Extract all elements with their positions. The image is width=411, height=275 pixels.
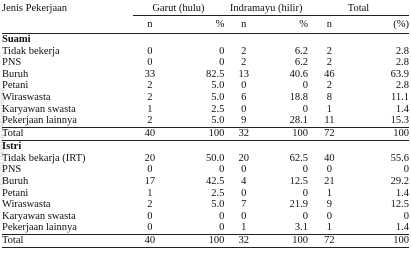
table-row-label: Pekerjaan lainnya — [2, 222, 77, 234]
total-row — [2, 127, 409, 140]
table-row-indramayu-n: 0 — [241, 164, 247, 176]
table-row-indramayu-n: 0 — [241, 80, 247, 92]
header-blank — [2, 15, 133, 33]
table-row-garut-n: 1 — [147, 103, 153, 115]
table-row-garut-pct: 50.0 — [205, 152, 225, 164]
table-row-total-pct: 2.8 — [395, 45, 409, 57]
table-row-indramayu-pct: 21.9 — [289, 199, 308, 211]
subheader-garut-pct: % — [167, 15, 224, 33]
header-total: Total — [308, 3, 409, 15]
table-row-garut-pct: 0 — [219, 210, 225, 222]
table-row — [2, 69, 409, 81]
table-row-indramayu-pct: 28.1 — [289, 115, 308, 127]
table-row-label: Buruh — [2, 68, 29, 80]
total-row-garut-n: 40 — [133, 127, 168, 140]
table-row-total-n: 46 — [324, 68, 335, 80]
table-row-total-n: 1 — [326, 222, 333, 234]
table-row-total-pct: 0 — [403, 164, 409, 176]
total-row-label: Total — [2, 234, 133, 247]
table-row-garut-n: 2 — [147, 80, 153, 92]
table-row-label: Wiraswasta — [2, 91, 51, 103]
table-row-garut-pct: 2.5 — [211, 187, 225, 199]
occupation-table — [2, 3, 409, 248]
table-row — [2, 176, 409, 188]
table-row — [2, 57, 409, 69]
total-row-total-n: 72 — [308, 127, 351, 140]
table-row-garut-n: 0 — [147, 210, 153, 222]
table-row-indramayu-pct: 6.2 — [294, 57, 308, 69]
table-row-indramayu-pct: 12.5 — [289, 175, 308, 187]
section-title-garut-n — [133, 33, 168, 46]
table-row-indramayu-pct: 3.1 — [294, 222, 308, 234]
table-row-indramayu-pct: 0 — [302, 187, 308, 199]
table-row-indramayu-n: 0 — [241, 187, 247, 199]
table-row-total-n: 40 — [324, 152, 335, 164]
section-title-label: Istri — [2, 140, 22, 152]
table-row-total-pct: 0 — [403, 210, 409, 222]
table-row — [2, 46, 409, 58]
table-row-indramayu-pct: 18.8 — [289, 91, 308, 103]
table-row-indramayu-n: 0 — [241, 103, 247, 115]
total-row-garut-pct: 100 — [167, 234, 224, 247]
table-row-garut-pct: 0 — [219, 222, 225, 234]
table-row-total-pct: 12.5 — [390, 199, 409, 211]
table-row-garut-pct: 0 — [219, 164, 225, 176]
table-row-garut-n: 1 — [147, 187, 153, 199]
table-row-indramayu-n: 4 — [241, 175, 247, 187]
total-row-total-pct: 100 — [351, 127, 409, 140]
total-row — [2, 234, 409, 247]
table-row-total-pct: 1.4 — [395, 222, 409, 234]
table-row-garut-n: 33 — [144, 68, 156, 80]
table-row-label: Petani — [2, 80, 29, 92]
total-row-garut-n: 40 — [133, 234, 168, 247]
header-garut: Garut (hulu) — [133, 3, 225, 15]
table-row — [2, 153, 409, 165]
table-row-garut-n: 2 — [147, 91, 153, 103]
table-row-total-n: 2 — [326, 45, 333, 57]
table-row-indramayu-n: 2 — [241, 45, 247, 57]
table-row-garut-n: 20 — [144, 152, 156, 164]
table-row-garut-n: 2 — [147, 199, 153, 211]
table-row-garut-pct: 5.0 — [211, 199, 225, 211]
table-row-total-n: 8 — [326, 91, 333, 103]
table-row-total-pct: 1.4 — [395, 187, 409, 199]
table-row — [2, 211, 409, 223]
table-row-garut-n: 0 — [147, 164, 153, 176]
table-row-garut-n: 0 — [147, 222, 153, 234]
header-occupation: Jenis Pekerjaan — [2, 3, 68, 14]
table-row-label: PNS — [2, 164, 22, 176]
table-row-total-n: 2 — [326, 80, 333, 92]
table-row-total-n: 1 — [326, 103, 333, 115]
total-row-indramayu-n: 32 — [224, 234, 263, 247]
table-row-total-n: 11 — [324, 115, 335, 127]
section-title-indramayu-pct — [263, 33, 308, 46]
table-row-indramayu-n: 1 — [241, 222, 247, 234]
subheader-total-n: n — [308, 15, 351, 33]
table-row-label: Buruh — [2, 175, 29, 187]
table-row-garut-pct: 0 — [219, 57, 225, 69]
section-title-total-pct — [351, 140, 409, 153]
table-row-garut-pct: 42.5 — [205, 175, 225, 187]
table-row-total-n: 0 — [326, 164, 333, 176]
table-row-total-pct: 63.9 — [390, 68, 409, 80]
table-row — [2, 80, 409, 92]
section-title-total-n — [308, 140, 351, 153]
table-row — [2, 199, 409, 211]
table-row-garut-pct: 2.5 — [211, 103, 225, 115]
table-row-label: Pekerjaan lainnya — [2, 115, 77, 127]
table-row-total-n: 2 — [326, 57, 333, 69]
table-row-indramayu-pct: 0 — [302, 164, 308, 176]
section-title-total-n — [308, 33, 351, 46]
table-row-garut-pct: 5.0 — [211, 115, 225, 127]
table-row — [2, 104, 409, 116]
table-body — [2, 33, 409, 247]
table-row-indramayu-n: 2 — [241, 57, 247, 69]
table-row-indramayu-pct: 6.2 — [294, 45, 308, 57]
table-row-label: Petani — [2, 187, 29, 199]
section-title-total-pct — [351, 33, 409, 46]
table-row-label: Tidak bekarja (IRT) — [2, 152, 86, 164]
table-row-indramayu-n: 9 — [241, 115, 247, 127]
table-row-total-pct: 29.2 — [390, 175, 409, 187]
table-row-indramayu-n: 20 — [238, 152, 249, 164]
table-row — [2, 164, 409, 176]
header-indramayu: Indramayu (hilir) — [224, 3, 308, 15]
section-title-indramayu-pct — [263, 140, 308, 153]
table-row-total-pct: 15.3 — [390, 115, 409, 127]
subheader-garut-n: n — [133, 15, 168, 33]
table-row — [2, 115, 409, 127]
total-row-indramayu-pct: 100 — [263, 234, 308, 247]
table-row-indramayu-pct: 40.6 — [289, 68, 308, 80]
subheader-indramayu-n: n — [224, 15, 263, 33]
section-title-garut-n — [133, 140, 168, 153]
side-watermark: Hak Cipta Dilindungi Undang-Undang — [0, 87, 6, 188]
table-row-indramayu-n: 6 — [241, 91, 247, 103]
table-row — [2, 92, 409, 104]
section-title-garut-pct — [167, 140, 224, 153]
table-row-label: Karyawan swasta — [2, 210, 76, 222]
section-title-indramayu-n — [224, 140, 263, 153]
section-title — [2, 140, 409, 153]
table-row-total-pct: 11.1 — [391, 91, 409, 103]
table-row-garut-n: 17 — [144, 175, 156, 187]
table-row-total-pct: 1.4 — [395, 103, 409, 115]
table-row-indramayu-n: 7 — [241, 199, 247, 211]
table-row — [2, 222, 409, 234]
total-row-indramayu-pct: 100 — [263, 127, 308, 140]
total-row-total-pct: 100 — [351, 234, 409, 247]
table-row-total-n: 9 — [326, 199, 333, 211]
table-row-garut-pct: 5.0 — [211, 91, 225, 103]
table-row-total-n: 1 — [326, 187, 333, 199]
table-row-label: PNS — [2, 57, 22, 69]
table-row-indramayu-n: 13 — [238, 68, 249, 80]
total-row-label: Total — [2, 127, 133, 140]
table-row-label: Karyawan swasta — [2, 103, 76, 115]
table-row-total-pct: 2.8 — [395, 57, 409, 69]
table-row-garut-pct: 82.5 — [205, 68, 225, 80]
table-row-indramayu-pct: 0 — [302, 103, 308, 115]
table-row-garut-n: 0 — [147, 45, 153, 57]
table-row-total-pct: 2.8 — [395, 80, 409, 92]
total-row-total-n: 72 — [308, 234, 351, 247]
table-row-garut-pct: 5.0 — [211, 80, 225, 92]
table-row — [2, 188, 409, 200]
table-row-indramayu-n: 0 — [241, 210, 247, 222]
total-row-indramayu-n: 32 — [224, 127, 263, 140]
table-row-indramayu-pct: 0 — [302, 80, 308, 92]
section-title — [2, 33, 409, 46]
subheader-indramayu-pct: % — [263, 15, 308, 33]
total-row-garut-pct: 100 — [167, 127, 224, 140]
table-row-garut-n: 0 — [147, 57, 153, 69]
section-title-label: Suami — [2, 33, 31, 45]
table-row-garut-pct: 0 — [219, 45, 225, 57]
section-title-indramayu-n — [224, 33, 263, 46]
table-row-indramayu-pct: 0 — [302, 210, 308, 222]
section-title-garut-pct — [167, 33, 224, 46]
table-row-total-pct: 55.6 — [390, 152, 409, 164]
table-row-garut-n: 2 — [147, 115, 153, 127]
table-row-label: Wiraswasta — [2, 199, 51, 211]
table-row-total-n: 0 — [326, 210, 333, 222]
subheader-total-pct: (%) — [351, 15, 409, 33]
table-row-label: Tidak bekerja — [2, 45, 60, 57]
table-row-total-n: 21 — [324, 175, 335, 187]
table-row-indramayu-pct: 62.5 — [289, 152, 308, 164]
